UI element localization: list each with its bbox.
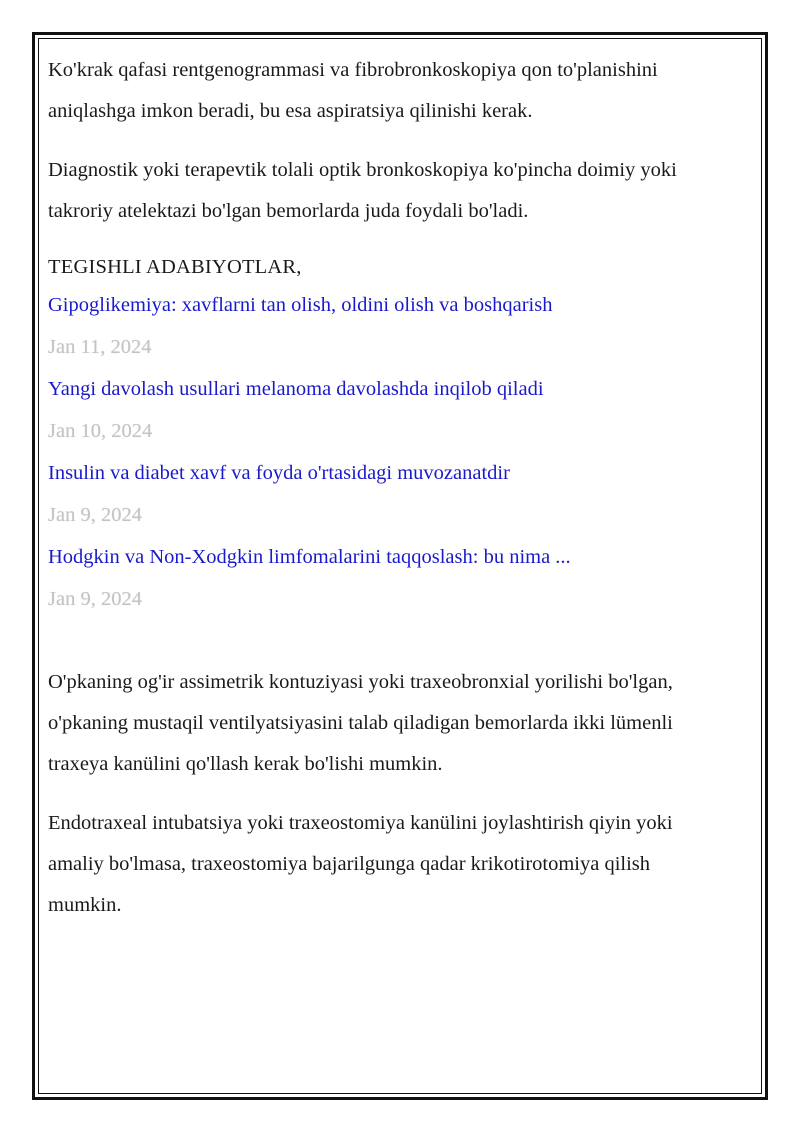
related-literature-section: [48, 250, 728, 620]
related-item: [48, 452, 728, 536]
related-link-lymphoma[interactable]: Hodgkin va Non-Xodgkin limfomalarini taqqoslash: bu nima ...: [48, 546, 571, 568]
related-item: [48, 536, 728, 620]
paragraph-chest-xray: Ko'krak qafasi rentgenogrammasi va fibrobronkoskopiya qon to'planishini aniqlashga imkon beradi, bu esa aspiratsiya qilinishi kerak.: [48, 59, 658, 122]
document-body: [48, 50, 728, 944]
related-item: [48, 284, 728, 368]
paragraph-bronchoscopy: Diagnostik yoki terapevtik tolali optik bronkoskopiya ko'pincha doimiy yoki takroriy atelektazi bo'lgan bemorlarda juda foydali bo'ladi.: [48, 159, 677, 222]
paragraph-lung-contusion: O'pkaning og'ir assimetrik kontuziyasi yoki traxeobronxial yorilishi bo'lgan, o'pkaning mustaqil ventilyatsiyasini talab qiladigan bemorlarda ikki lümenli traxeya kanülini qo'llash kerak bo'lishi mumkin.: [48, 671, 673, 775]
related-date: Jan 10, 2024: [48, 420, 153, 442]
paragraph-cricothyrotomy: Endotraxeal intubatsiya yoki traxeostomiya kanülini joylashtirish qiyin yoki amaliy bo'lmasa, traxeostomiya bajarilgunga qadar krikotirotomiya qilish mumkin.: [48, 812, 673, 916]
related-date: Jan 11, 2024: [48, 336, 152, 358]
related-link-melanoma[interactable]: Yangi davolash usullari melanoma davolashda inqilob qiladi: [48, 378, 544, 400]
related-heading: TEGISHLI ADABIYOTLAR,: [48, 256, 302, 278]
related-list: [48, 284, 728, 620]
related-link-insulin[interactable]: Insulin va diabet xavf va foyda o'rtasidagi muvozanatdir: [48, 462, 510, 484]
related-date: Jan 9, 2024: [48, 504, 142, 526]
related-link-hypoglycemia[interactable]: Gipoglikemiya: xavflarni tan olish, oldini olish va boshqarish: [48, 294, 553, 316]
related-date: Jan 9, 2024: [48, 588, 142, 610]
related-item: [48, 368, 728, 452]
